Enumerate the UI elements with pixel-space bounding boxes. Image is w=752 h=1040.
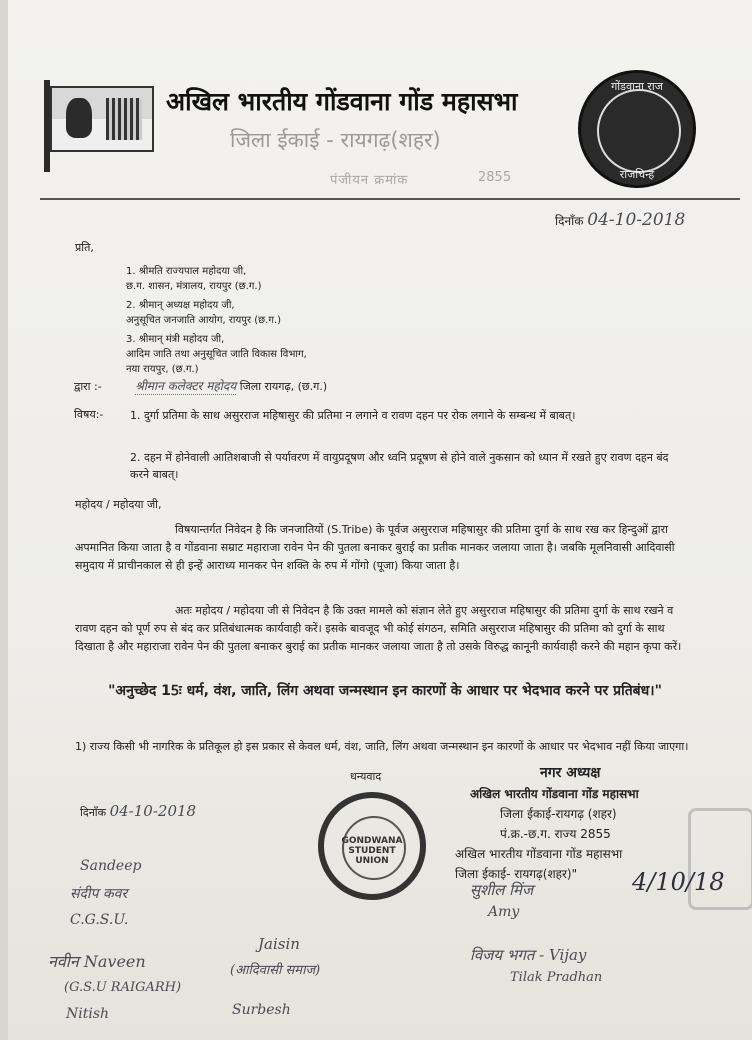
signature-8: (आदिवासी समाज) bbox=[230, 963, 321, 978]
letter-date bbox=[555, 210, 685, 230]
signature-7: Jaisin bbox=[258, 935, 300, 953]
signature-2: संदीप कवर bbox=[70, 886, 128, 902]
signature-3: C.G.S.U. bbox=[70, 912, 129, 928]
tower-icon bbox=[106, 98, 142, 140]
signatory-district: जिला ईकाई-रायगढ़ (शहर) bbox=[500, 807, 617, 821]
receipt-stamp-date: 4/10/18 bbox=[632, 868, 725, 896]
signature-12: विजय भगत - Vijay bbox=[470, 946, 587, 964]
signatory-district-2: जिला ईकाई- रायगढ़(शहर)" bbox=[455, 867, 578, 881]
student-union-stamp-text: GONDWANA STUDENT UNION bbox=[341, 836, 403, 866]
footer-date: दिनाँक 04-10-2018 bbox=[80, 802, 197, 820]
signatory-org: अखिल भारतीय गोंडवाना गोंड महासभा bbox=[470, 787, 639, 801]
signature-11: Amy bbox=[488, 904, 520, 920]
paragraph-2: अतः महोदय / महोदया जी से निवेदन है कि उक्त मामले को संज्ञान लेते हुए असुरराज महिषासुर की प्रतिमा दुर्गा के साथ रखने व रावण दहन को पूर्ण रुप से बंद कर प्रतिबंधात्मक कार्यवाही करें। इसके बावजूद भी कोई संगठन, समिति असुरराज महिषासुर की प्रतिमा को दुर्गा के साथ दिखाता है और महाराजा रावेन पेन की पुतला बनाकर बुराई का प्रतीक मानकर जलाया जाता है तो उसके विरुद्ध कानूनी कार्यवाही करने की महान कृपा करें। bbox=[75, 604, 682, 653]
signatory-reg: पं.क्र.-छ.ग. राज्य 2855 bbox=[500, 827, 611, 841]
registration-label: पंजीयन क्रमांक bbox=[330, 173, 409, 188]
student-union-stamp bbox=[318, 792, 426, 900]
recipient-2: 2. श्रीमान् अध्यक्ष महोदय जी, अनुसूचित जनजाति आयोग, रायपुर (छ.ग.) bbox=[126, 300, 282, 326]
subject-item-1: 1. दुर्गा प्रतिमा के साथ असुरराज महिषासुर की प्रतिमा न लगाने व रावण दहन पर रोक लगाने के सम्बन्ध में बाबत्। bbox=[130, 409, 576, 422]
via-line: द्वारा :- श्रीमान कलेक्टर महोदय जिला रायगढ़, (छ.ग.) bbox=[74, 379, 328, 393]
gondwana-flag-logo bbox=[50, 86, 154, 152]
subject-item-2: 2. दहन में होनेवाली आतिशबाजी से पर्यावरण में वायुप्रदूषण और ध्वनि प्रदूषण से होने वाले नुकसान को ध्यान में रखते हुए रावण दहन बंद करने बाबत्। bbox=[130, 451, 669, 481]
signature-6: Nitish bbox=[66, 1006, 110, 1022]
prati-label: प्रति, bbox=[75, 241, 94, 254]
article-15-quote: "अनुच्छेद 15ः धर्म, वंश, जाति, लिंग अथवा जन्मस्थान इन कारणों के आधार पर भेदभाव करने पर प्रतिबंध।" bbox=[108, 683, 662, 699]
signatory-title: नगर अध्यक्ष bbox=[540, 765, 601, 781]
salutation: महोदय / महोदया जी, bbox=[75, 498, 162, 511]
registration-number: 2855 bbox=[478, 170, 512, 185]
recipient-1: 1. श्रीमति राज्यपाल महोदया जी, छ.ग. शासन, मंत्रालय, रायपुर (छ.ग.) bbox=[126, 266, 262, 292]
gondwana-raj-seal bbox=[578, 70, 696, 188]
signatory-org-2: अखिल भारतीय गोंडवाना गोंड महासभा bbox=[455, 847, 623, 861]
signature-4: नवीन Naveen bbox=[48, 952, 146, 971]
signature-13: Tilak Pradhan bbox=[510, 970, 603, 985]
date-value: 04-10-2018 bbox=[587, 210, 686, 230]
org-subtitle: जिला ईकाई - रायगढ़(शहर) bbox=[230, 128, 441, 152]
signature-5: (G.S.U RAIGARH) bbox=[64, 980, 182, 995]
org-title: अखिल भारतीय गोंडवाना गोंड महासभा bbox=[166, 87, 518, 116]
signature-1: Sandeep bbox=[80, 858, 142, 874]
recipient-3: 3. श्रीमान् मंत्री महोदय जी, आदिम जाति तथा अनुसूचित जाति विकास विभाग, नया रायपुर, (छ.ग.) bbox=[126, 334, 307, 375]
seal-text-top: गोंडवाना राज bbox=[611, 80, 663, 93]
seal-text-bottom: राजचिन्ह bbox=[619, 168, 655, 181]
emblem-icon bbox=[66, 98, 92, 138]
signature-9: Surbesh bbox=[232, 1002, 291, 1018]
lion-icon bbox=[597, 89, 681, 173]
dhanyavad: धन्यवाद bbox=[350, 770, 382, 783]
date-label: दिनाँक bbox=[555, 214, 584, 228]
paragraph-1: विषयान्तर्गत निवेदन है कि जनजातियों (S.Tribe) के पूर्वज असुरराज महिषासुर की प्रतिमा दुर्गा के साथ रख कर हिन्दुओं द्वारा अपमानित किया जाता है व गोंडवाना सम्राट महाराजा रावेन पेन की पुतला बनाकर बुराई का प्रतीक मानकर जलाया जाता है। जबकि मूलनिवासी आदिवासी समुदाय में प्राचीनकाल से ही इन्हें आराध्य मानकर पेन शक्ति के रुप में गोंगो (पूजा) किया जाता है। bbox=[75, 523, 675, 572]
header-divider bbox=[40, 198, 740, 200]
signature-10: सुशील मिंज bbox=[470, 881, 534, 899]
clause-1: 1) राज्य किसी भी नागरिक के प्रतिकूल हो इस प्रकार से केवल धर्म, वंश, जाति, लिंग अथवा जन्मस्थान इन कारणों के आधार पर भेदभाव नहीं किया जाएगा। bbox=[75, 740, 689, 753]
subject-label: विषय:- bbox=[74, 408, 104, 421]
via-handwritten: श्रीमान कलेक्टर महोदय bbox=[135, 379, 237, 393]
